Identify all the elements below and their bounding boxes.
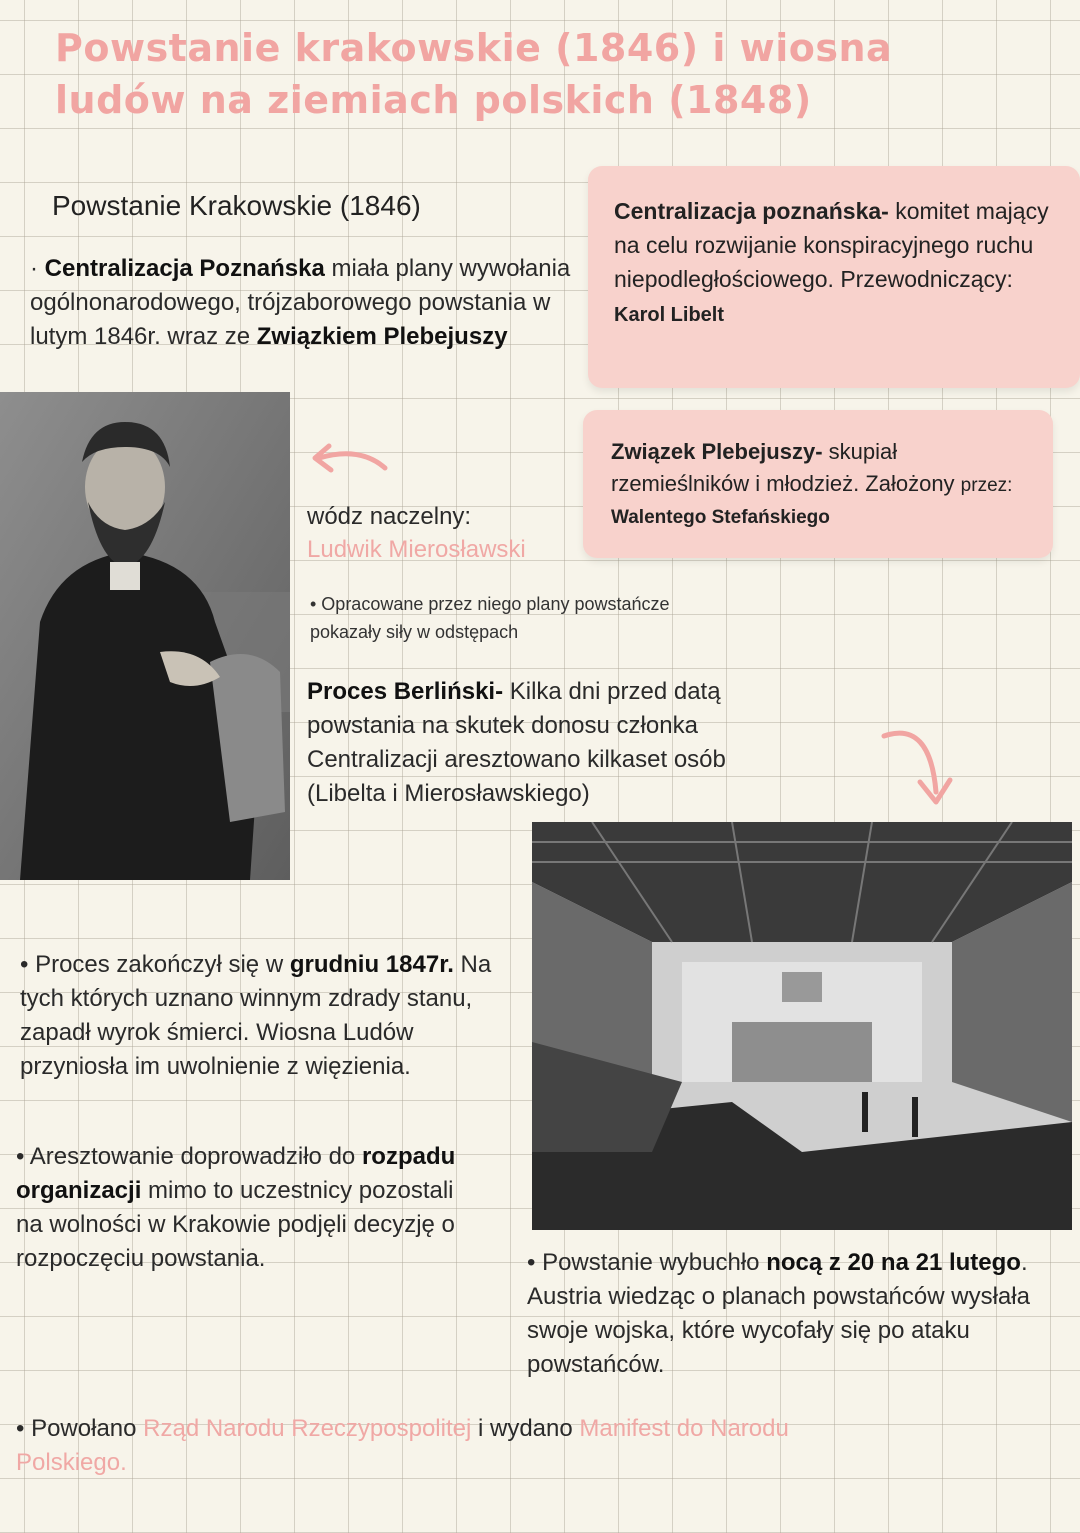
section-heading: Powstanie Krakowskie (1846) bbox=[52, 190, 421, 221]
centralizacja-box: Centralizacja poznańska- komitet mający na celu rozwijanie konspiracyjnego ruchu niepodległościowego. Przewodniczący: Karol Libelt bbox=[588, 166, 1080, 388]
portrait-photo bbox=[0, 392, 290, 880]
leader-name: Ludwik Mierosławski bbox=[307, 536, 526, 563]
page-title: Powstanie krakowskie (1846) i wiosna ludów na ziemiach polskich (1848) bbox=[55, 26, 893, 122]
leader-label: wódz naczelny: bbox=[307, 503, 472, 530]
proces-paragraph: Proces Berliński- Kilka dni przed datą powstania na skutek donosu członka Centralizacji aresztowano kilkaset osób (Libelta i Mierosławskiego) bbox=[307, 678, 726, 807]
curved-arrow-left-icon bbox=[305, 442, 395, 482]
final-paragraph: • Powołano Rząd Narodu Rzeczypospolitej i wydano Manifest do Narodu Polskiego. bbox=[16, 1415, 789, 1476]
curved-arrow-down-icon bbox=[880, 722, 960, 812]
intro-paragraph: · Centralizacja Poznańska miała plany wywołania ogólnonarodowego, trójzaborowego powstania w lutym 1846r. wraz ze Związkiem Plebejuszy bbox=[30, 255, 571, 350]
leader-note: • Opracowane przez niego plany powstańcze pokazały siły w odstępach bbox=[310, 594, 670, 642]
arrest-paragraph: • Aresztowanie doprowadziło do rozpadu organizacji mimo to uczestnicy pozostali na wolności w Krakowie podjęli decyzję o rozpoczęciu powstania. bbox=[16, 1143, 456, 1272]
courtroom-engraving bbox=[532, 822, 1072, 1230]
proces-end-paragraph: • Proces zakończył się w grudniu 1847r. Na tych których uznano winnym zdrady stanu, zapadł wyrok śmierci. Wiosna Ludów przyniosła im uwolnienie z więzienia. bbox=[20, 951, 492, 1080]
outbreak-paragraph: • Powstanie wybuchło nocą z 20 na 21 lutego. Austria wiedząc o planach powstańców wysłała swoje wojska, które wycofały się po ataku powstańców. bbox=[527, 1249, 1030, 1378]
zwiazek-box: Związek Plebejuszy- skupiał rzemieślników i młodzież. Założony przez: Walentego Stefańskiego bbox=[583, 410, 1053, 558]
zwiazek-title: Związek Plebejuszy- bbox=[611, 439, 823, 464]
centralizacja-title: Centralizacja poznańska- bbox=[614, 198, 889, 224]
